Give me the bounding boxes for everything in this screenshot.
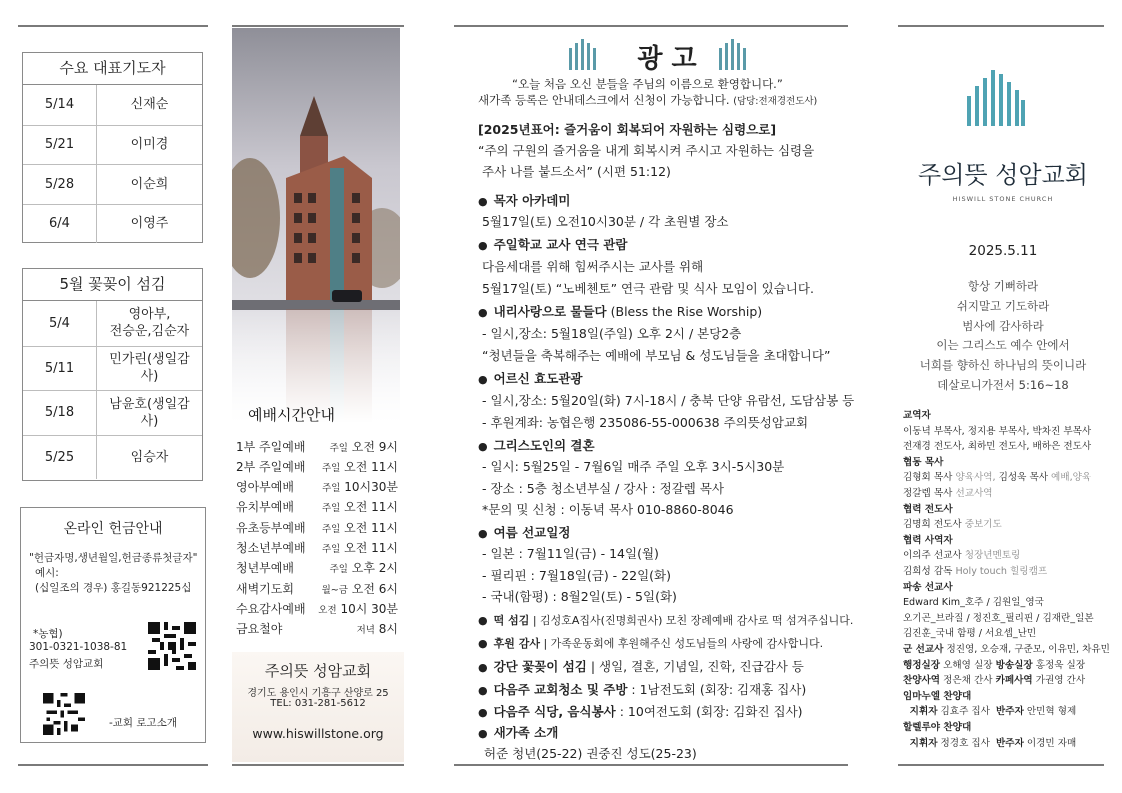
staff-line (903, 626, 1036, 642)
staff-names: 김형회 목사 (903, 472, 953, 484)
worship-day: 주일 (321, 503, 341, 515)
staff-line (903, 580, 953, 596)
offering-holder: 주의뜻 성암교회 (29, 658, 104, 670)
worship-name: 금요철야 (236, 622, 283, 637)
worship-time (322, 458, 398, 475)
announcement-line: - 필리핀 : 7월18일(금) - 22일(화) (482, 568, 671, 583)
worship-time-row (236, 538, 398, 558)
announcement-line: 다음세대를 위해 힘써주시는 교사를 위해 (482, 259, 704, 274)
row-name: 이미경 (130, 137, 169, 153)
staff-line (903, 704, 1076, 720)
staff-ministry: 청장년멘토링 (961, 550, 1021, 562)
worship-time (330, 438, 398, 455)
staff-role-2: 방송실장 (995, 659, 1033, 671)
inline-item-text: | 김성호A집사(진명희권사) 모친 장례예배 감사로 떡 섬겨주십니다. (532, 614, 854, 627)
row-date: 5/25 (23, 436, 97, 480)
staff-role: 행정실장 (903, 659, 941, 671)
worship-name: 새벽기도회 (236, 581, 294, 596)
worship-name: 유치부예배 (236, 500, 294, 515)
worship-hour: 오전 9시 (351, 439, 398, 454)
announcement-inline-item (478, 635, 823, 651)
staff-line (903, 502, 953, 518)
inline-item-text: : 10여전도회 (회장: 김화진 집사) (619, 704, 803, 719)
verse-line: 항상 기뻐하라 (967, 279, 1039, 293)
worship-time (322, 498, 398, 515)
worship-hour: 오전 11시 (344, 520, 398, 535)
row-name: 신재순 (130, 97, 169, 113)
row-name: 이영주 (130, 216, 169, 232)
staff-role: 찬양사역 (903, 675, 941, 687)
staff-ministry: 양육사역, (952, 472, 996, 484)
staff-ministry: Holy touch 힐링캠프 (952, 566, 1048, 577)
inline-item-heading: 다음주 식당, 음식봉사 (493, 704, 616, 719)
card-website-link[interactable]: www.hiswillstone.org (252, 726, 384, 741)
church-building-photo (232, 28, 400, 423)
announcement-heading (478, 191, 570, 209)
cover-church-english: HISWILL STONE CHURCH (952, 195, 1054, 203)
worship-time (330, 559, 398, 576)
staff-line (903, 720, 971, 736)
row-name: 민가린(생일감사) (109, 352, 190, 385)
card-church-name: 주의뜻 성암교회 (264, 662, 372, 680)
staff-names: 정진영, 오승재, 구준모, 이유민, 차유민 (943, 644, 1110, 655)
inline-item-heading: 떡 섬김 (493, 614, 530, 627)
offering-example-label: 예시: (35, 567, 59, 579)
logo-qr-code[interactable] (43, 693, 85, 735)
staff-names: 김희성 감독 (903, 566, 953, 577)
motto-line-2 (482, 162, 671, 180)
worship-name: 수요감사예배 (236, 601, 306, 616)
new-family-names: 허준 청년(25-22) 권중진 성도(25-23) (484, 746, 697, 761)
announcement-heading (478, 235, 627, 253)
ads-title: 광 고 (637, 44, 697, 74)
flower-title: 5월 꽃꽂이 섬김 (23, 269, 202, 301)
staff-names: 정갈렙 목사 (903, 488, 953, 499)
row-name: 남윤호(생일감사) (109, 396, 190, 429)
staff-names: 김진훈_국내 함평 / 서요셉_난민 (903, 628, 1037, 640)
row-date: 5/28 (23, 165, 97, 204)
row-name: 영아부, 전승운,김순자 (109, 307, 190, 340)
announcement-line: 5월17일(토) 오전10시30분 / 각 초원별 장소 (482, 214, 729, 229)
announcement-line: - 장소 : 5층 청소년부실 / 강사 : 정갈렙 목사 (482, 481, 724, 496)
announcement-line: - 국내(함평) : 8월2일(토) - 5일(화) (482, 589, 677, 604)
worship-hour: 10시30분 (344, 480, 398, 495)
row-date: 5/18 (23, 391, 97, 435)
card-address: 경기도 용인시 기흥구 산양로 25 (247, 688, 389, 699)
staff-line (903, 455, 943, 471)
announcement-inline-item (478, 657, 804, 675)
announcement-line: *문의 및 신청 : 이동녁 목사 010-8860-8046 (482, 502, 734, 517)
worship-time-row (236, 558, 398, 578)
worship-day: 주일 (321, 544, 341, 555)
worship-name: 2부 주일예배 (236, 459, 306, 474)
worship-day: 주일 (321, 462, 341, 474)
staff-line (903, 736, 1076, 752)
worship-time-row (236, 619, 398, 639)
offering-bank: *농협) (33, 628, 63, 640)
staff-line (903, 642, 1110, 658)
staff-names-2: 이경민 자매 (1023, 737, 1077, 749)
staff-line (903, 611, 1094, 627)
table-row (23, 435, 202, 480)
online-offering-box (20, 507, 206, 743)
offering-qr-code[interactable] (148, 622, 196, 670)
announcement-heading (478, 523, 570, 541)
offering-title: 온라인 헌금안내 (63, 521, 163, 537)
welcome-line-2-text: 새가족 등록은 안내데스크에서 신청이 가능합니다. (478, 93, 730, 107)
announcement-line: - 후원계좌: 농협은행 235086-55-000638 주의뜻성암교회 (482, 415, 809, 430)
verse-line: 이는 그리스도 예수 안에서 (936, 338, 1070, 353)
church-info-card (232, 652, 404, 762)
inline-item-text: | 생일, 결혼, 기념일, 진학, 진급감사 등 (590, 659, 804, 674)
verse-line: 데살로니가전서 5:16~18 (937, 378, 1069, 392)
church-logo-icon (966, 68, 1026, 126)
worship-hour: 8시 (378, 622, 398, 637)
inline-item-text: : 1남전도회 (회장: 김재홍 집사) (631, 682, 807, 697)
announcement-heading (478, 369, 583, 387)
table-row (23, 85, 202, 125)
worship-time-row (236, 477, 398, 497)
staff-names: 이동녁 부목사, 정지용 부목사, 박차진 부목사 (903, 425, 1092, 437)
new-family-heading: ● 새가족 소개 (478, 723, 558, 741)
table-row (23, 390, 202, 435)
worship-day: 주일 (321, 523, 341, 535)
staff-line (903, 673, 1085, 689)
worship-time (357, 620, 398, 637)
staff-role: 협력 전도사 (903, 503, 953, 515)
offering-format: "헌금자명,생년월일,헌금종류첫글자" (29, 552, 198, 564)
staff-role-2: 반주자 (996, 737, 1024, 749)
worship-time (322, 478, 398, 495)
motto-reference: (시편 51:12) (597, 164, 671, 179)
inline-item-heading: 강단 꽃꽂이 섬김 (493, 659, 587, 674)
staff-names: 김효주 집사 (937, 706, 997, 718)
logo-intro-label: -교회 로고소개 (109, 717, 177, 729)
announcement-heading-sub: (Bless the Rise Worship) (606, 304, 763, 319)
inline-item-heading: 다음주 교회청소 및 주방 (493, 682, 628, 697)
offering-account: 301-0321-1038-81 (29, 641, 128, 653)
staff-line (903, 439, 1091, 455)
staff-names: 정경호 집사 (937, 737, 997, 749)
row-date: 5/14 (23, 85, 97, 125)
worship-name: 영아부예배 (236, 480, 294, 495)
worship-time-row (236, 497, 398, 517)
table-row (23, 346, 202, 391)
staff-line (903, 689, 971, 705)
staff-ministry: 선교사역 (952, 488, 993, 499)
announcement-heading-text: 내리사랑으로 물들다 (493, 304, 607, 319)
staff-names: 전재경 전도사, 최하민 전도사, 배하은 전도사 (903, 441, 1092, 453)
staff-line (903, 658, 1085, 674)
staff-role: 임마누엘 찬양대 (903, 690, 972, 702)
worship-name: 1부 주일예배 (236, 439, 306, 454)
row-date: 5/21 (23, 126, 97, 165)
worship-day: 주일 (329, 442, 348, 454)
staff-names-2: 가권영 간사 (1032, 675, 1086, 687)
staff-ministry: 중보기도 (961, 519, 1002, 531)
staff-role: 지휘자 (903, 737, 938, 749)
staff-names: 이의주 선교사 (903, 550, 962, 562)
staff-names: 정은채 간사 (940, 675, 996, 687)
announcement-heading-text: 어르신 효도관광 (493, 371, 583, 386)
table-row (23, 301, 202, 346)
staff-role: 협동 목사 (903, 456, 944, 468)
staff-line (903, 517, 1002, 533)
staff-line (903, 564, 1047, 580)
announcement-heading (478, 436, 595, 454)
worship-day: 저녁 (356, 625, 375, 637)
cover-church-name: 주의뜻 성암교회 (918, 161, 1088, 189)
staff-names: 오기곤_브라질 / 정진호_필리핀 / 김재란_일본 (903, 612, 1094, 624)
worship-day: 오전 (318, 604, 337, 616)
worship-time (318, 600, 398, 617)
worship-time-row (236, 436, 398, 456)
verse-line: 너희를 향하신 하나님의 뜻이니라 (919, 358, 1087, 373)
staff-line (903, 408, 931, 424)
staff-role: 할렐루야 찬양대 (903, 722, 972, 733)
row-date: 6/4 (23, 205, 97, 244)
announcement-line: - 일본 : 7월11일(금) - 14일(월) (482, 546, 659, 561)
worship-hour: 오전 6시 (351, 581, 398, 596)
row-date: 5/11 (23, 347, 97, 391)
worship-name: 청소년부예배 (236, 541, 306, 555)
announcement-inline-item (478, 612, 853, 628)
worship-hour: 오전 11시 (344, 459, 398, 474)
worship-times-title: 예배시간안내 (248, 406, 335, 423)
worship-name: 유초등부예배 (236, 520, 306, 535)
announcement-inline-item (478, 702, 803, 720)
motto-title: [2025년표어: 즐거움이 회복되어 자원하는 심령으로] (478, 122, 777, 137)
worship-day: 월~금 (321, 584, 348, 596)
row-name: 이순희 (130, 176, 169, 192)
flower-table (22, 268, 203, 481)
card-tel: TEL: 031-281-5612 (270, 698, 366, 709)
staff-names: 오해영 실장 (940, 659, 996, 671)
motto-line-1: “주의 구원의 즐거움을 내게 회복시켜 주시고 자원하는 심령을 (478, 143, 815, 158)
staff-role: 협력 사역자 (903, 534, 953, 546)
ads-right-ornament-icon (717, 38, 751, 72)
ads-left-ornament-icon (567, 38, 601, 72)
worship-hour: 오전 11시 (344, 541, 398, 555)
worship-time (322, 539, 398, 556)
wednesday-prayer-title: 수요 대표기도자 (23, 53, 202, 85)
row-name: 임승자 (130, 449, 169, 465)
verse-line: 쉬지말고 기도하라 (956, 298, 1050, 313)
offering-example: (십일조의 경우) 홍길동921225십 (35, 582, 192, 594)
announcement-heading-text: 주일학교 교사 연극 관람 (493, 237, 628, 252)
verse-line: 범사에 감사하라 (962, 318, 1044, 333)
staff-names: Edward Kim_호주 / 김원일_영국 (903, 597, 1044, 609)
welcome-line-2-contact: (담당:전재경전도사) (733, 96, 818, 107)
announcement-line: - 일시,장소: 5월18일(주일) 오후 2시 / 본당2층 (482, 326, 742, 341)
staff-line (903, 548, 1020, 564)
announcement-line: - 일시,장소: 5월20일(화) 7시-18시 / 충북 단양 유람선, 도담삼봉 등 (482, 393, 855, 408)
worship-day: 주일 (329, 564, 348, 576)
inline-item-heading: 후원 감사 (493, 637, 540, 650)
staff-line (903, 486, 993, 502)
announcement-heading-text: 목자 아카데미 (493, 193, 571, 208)
staff-names-2: 홍정욱 실장 (1032, 659, 1086, 671)
staff-line (903, 595, 1044, 611)
worship-hour: 10시 30분 (340, 601, 398, 616)
staff-role-2: 반주자 (996, 706, 1024, 718)
worship-time-row (236, 456, 398, 476)
worship-name: 청년부예배 (236, 561, 294, 576)
worship-time-row (236, 598, 398, 618)
announcement-line: 5월17일(토) “노베첸토” 연극 관람 및 식사 모임이 있습니다. (482, 281, 814, 296)
staff-role: 지휘자 (903, 706, 938, 718)
announcement-inline-item (478, 680, 806, 698)
announcement-heading-text: 여름 선교일정 (493, 525, 571, 540)
cover-date: 2025.5.11 (968, 243, 1038, 259)
worship-time-row (236, 517, 398, 537)
row-date: 5/4 (23, 301, 97, 346)
staff-line (903, 424, 1091, 440)
announcement-heading-text: 그리스도인의 결혼 (493, 438, 595, 453)
worship-time (322, 519, 398, 536)
table-row (23, 125, 202, 165)
staff-role: 파송 선교사 (903, 581, 953, 593)
motto-line-2-text: 주사 나를 붙드소서” (482, 164, 594, 179)
worship-time (322, 580, 398, 597)
announcement-heading (478, 302, 762, 320)
staff-names-2: 안민혁 형제 (1023, 706, 1077, 718)
announcement-line: “청년들을 축복해주는 예배에 부모님 & 성도님들을 초대합니다” (482, 348, 831, 363)
worship-hour: 오전 11시 (344, 500, 398, 515)
staff-role: 군 선교사 (903, 644, 944, 655)
worship-time-row (236, 578, 398, 598)
staff-role-2: 카페사역 (995, 675, 1033, 687)
staff-line (903, 470, 1091, 486)
table-row (23, 204, 202, 244)
table-row (23, 164, 202, 204)
staff-names: 김명희 전도사 (903, 519, 962, 531)
staff-line (903, 533, 953, 549)
staff-names-2: 김성욱 목사 (995, 472, 1048, 484)
wednesday-prayer-table (22, 52, 203, 243)
staff-ministry-2: 예배,양육 (1048, 472, 1092, 484)
announcement-line: - 일시: 5월25일 - 7월6일 매주 주일 오후 3시-5시30분 (482, 459, 785, 474)
welcome-line-2 (478, 92, 817, 108)
inline-item-text: | 가족운동회에 후원해주신 성도님들의 사랑에 감사합니다. (543, 637, 824, 650)
worship-hour: 오후 2시 (351, 561, 398, 576)
welcome-line-1: “오늘 처음 오신 분들을 주님의 이름으로 환영합니다.” (512, 77, 783, 91)
staff-role: 교역자 (903, 410, 931, 421)
worship-day: 주일 (322, 483, 341, 495)
